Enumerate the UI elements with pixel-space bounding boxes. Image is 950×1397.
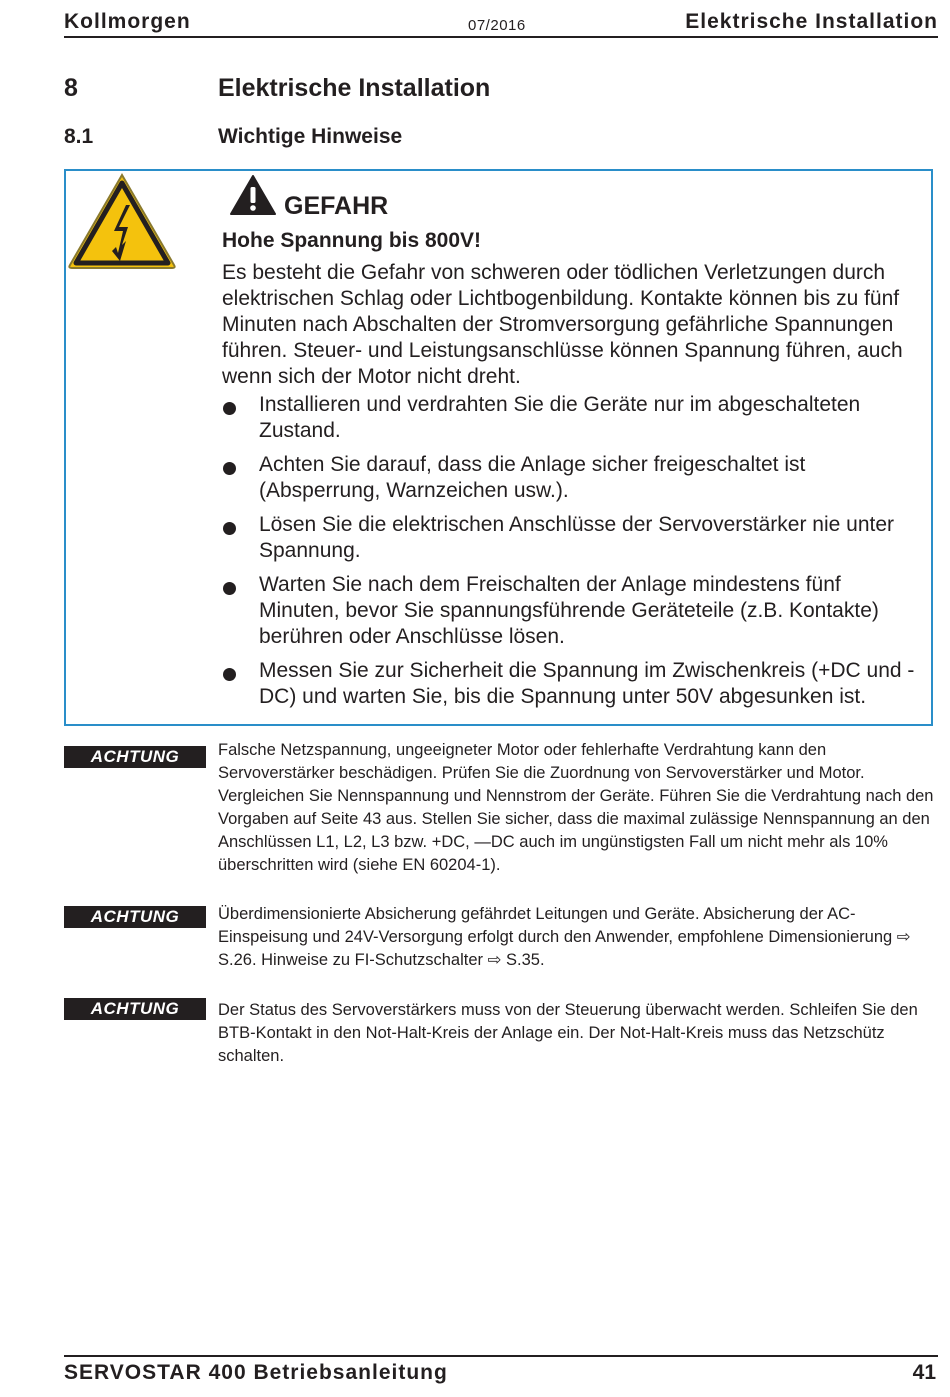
list-item [222, 658, 927, 710]
list-item [222, 572, 927, 650]
footer-document-title: SERVOSTAR 400 Betriebsanleitung [64, 1361, 448, 1384]
heading2-title: Wichtige Hinweise [218, 125, 403, 148]
header-company: Kollmorgen [64, 10, 191, 33]
list-item-text: Messen Sie zur Sicherheit die Spannung im Zwischenkreis (+DC und -DC) und warten Sie, bis die Spannung unter 50V abgesunken ist. [259, 659, 915, 708]
list-item [222, 392, 927, 444]
list-item-text: Installieren und verdrahten Sie die Geräte nur im abgeschalteten Zustand. [259, 393, 861, 442]
danger-subtitle: Hohe Spannung bis 800V! [222, 229, 482, 252]
exclamation-triangle-icon [229, 174, 277, 216]
achtung-note-text: Falsche Netzspannung, ungeeigneter Motor oder fehlerhafte Verdrahtung kann den Servoverstärker beschädigen. Prüfen Sie die Zuordnung von Servoverstärker und Motor. Vergleichen Sie Nennspannung und Nennstrom der Geräte. Führen Sie die Verdrahtung nach den Vorgaben auf Seite 43 aus. Stellen Sie sicher, dass die maximal zulässige Nennspannung an den Anschlüssen L1, L2, L3 bzw. +DC, —DC auch im ungünstigsten Fall um nicht mehr als 10% überschritten wird (siehe EN 60204-1). [218, 741, 934, 874]
heading1-title: Elektrische Installation [218, 74, 491, 102]
header-section-title: Elektrische Installation [685, 10, 938, 33]
bullet-icon [223, 402, 236, 415]
danger-intro-text: Es besteht die Gefahr von schweren oder tödlichen Verletzungen durch elektrischen Schlag oder Lichtbogenbildung. Kontakte können bis zu fünf Minuten nach Abschalten der Stromversorgung gefährliche Spannungen führen. Steuer- und Leistungsanschlüsse können Spannung führen, auch wenn sich der Motor nicht dreht. [222, 261, 903, 388]
header-date: 07/2016 [468, 17, 526, 34]
bullet-icon [223, 668, 236, 681]
heading1-number: 8 [64, 74, 78, 102]
achtung-note-text: Der Status des Servoverstärkers muss von der Steuerung überwacht werden. Schleifen Sie den BTB-Kontakt in den Not-Halt-Kreis der Anlage ein. Der Not-Halt-Kreis muss das Netzschütz schalten. [218, 1001, 918, 1065]
bullet-icon [223, 462, 236, 475]
bullet-icon [223, 582, 236, 595]
achtung-badge: ACHTUNG [64, 906, 206, 928]
achtung-badge: ACHTUNG [64, 746, 206, 768]
bullet-icon [223, 522, 236, 535]
signal-word: GEFAHR [284, 192, 389, 220]
list-item [222, 512, 927, 564]
list-item-text: Warten Sie nach dem Freischalten der Anlage mindestens fünf Minuten, bevor Sie spannungsführende Geräteteile (z.B. Kontakte) berühren oder Anschlüsse lösen. [259, 573, 879, 648]
footer-rule [64, 1355, 938, 1357]
achtung-badge: ACHTUNG [64, 998, 206, 1020]
list-item-text: Achten Sie darauf, dass die Anlage sicher freigeschaltet ist (Absperrung, Warnzeichen usw.). [259, 453, 806, 502]
footer-page-number: 41 [912, 1361, 936, 1384]
list-item-text: Lösen Sie die elektrischen Anschlüsse der Servoverstärker nie unter Spannung. [259, 513, 895, 562]
danger-instruction-list [222, 392, 927, 718]
heading2-number: 8.1 [64, 125, 94, 148]
high-voltage-warning-icon [66, 171, 178, 271]
header-rule [64, 36, 938, 38]
achtung-note-text: Überdimensionierte Absicherung gefährdet Leitungen und Geräte. Absicherung der AC-Einspeisung und 24V-Versorgung erfolgt durch den Anwender, empfohlene Dimensionierung ⇨ S.26. Hinweise zu FI-Schutzschalter ⇨ S.35. [218, 905, 911, 969]
list-item [222, 452, 927, 504]
